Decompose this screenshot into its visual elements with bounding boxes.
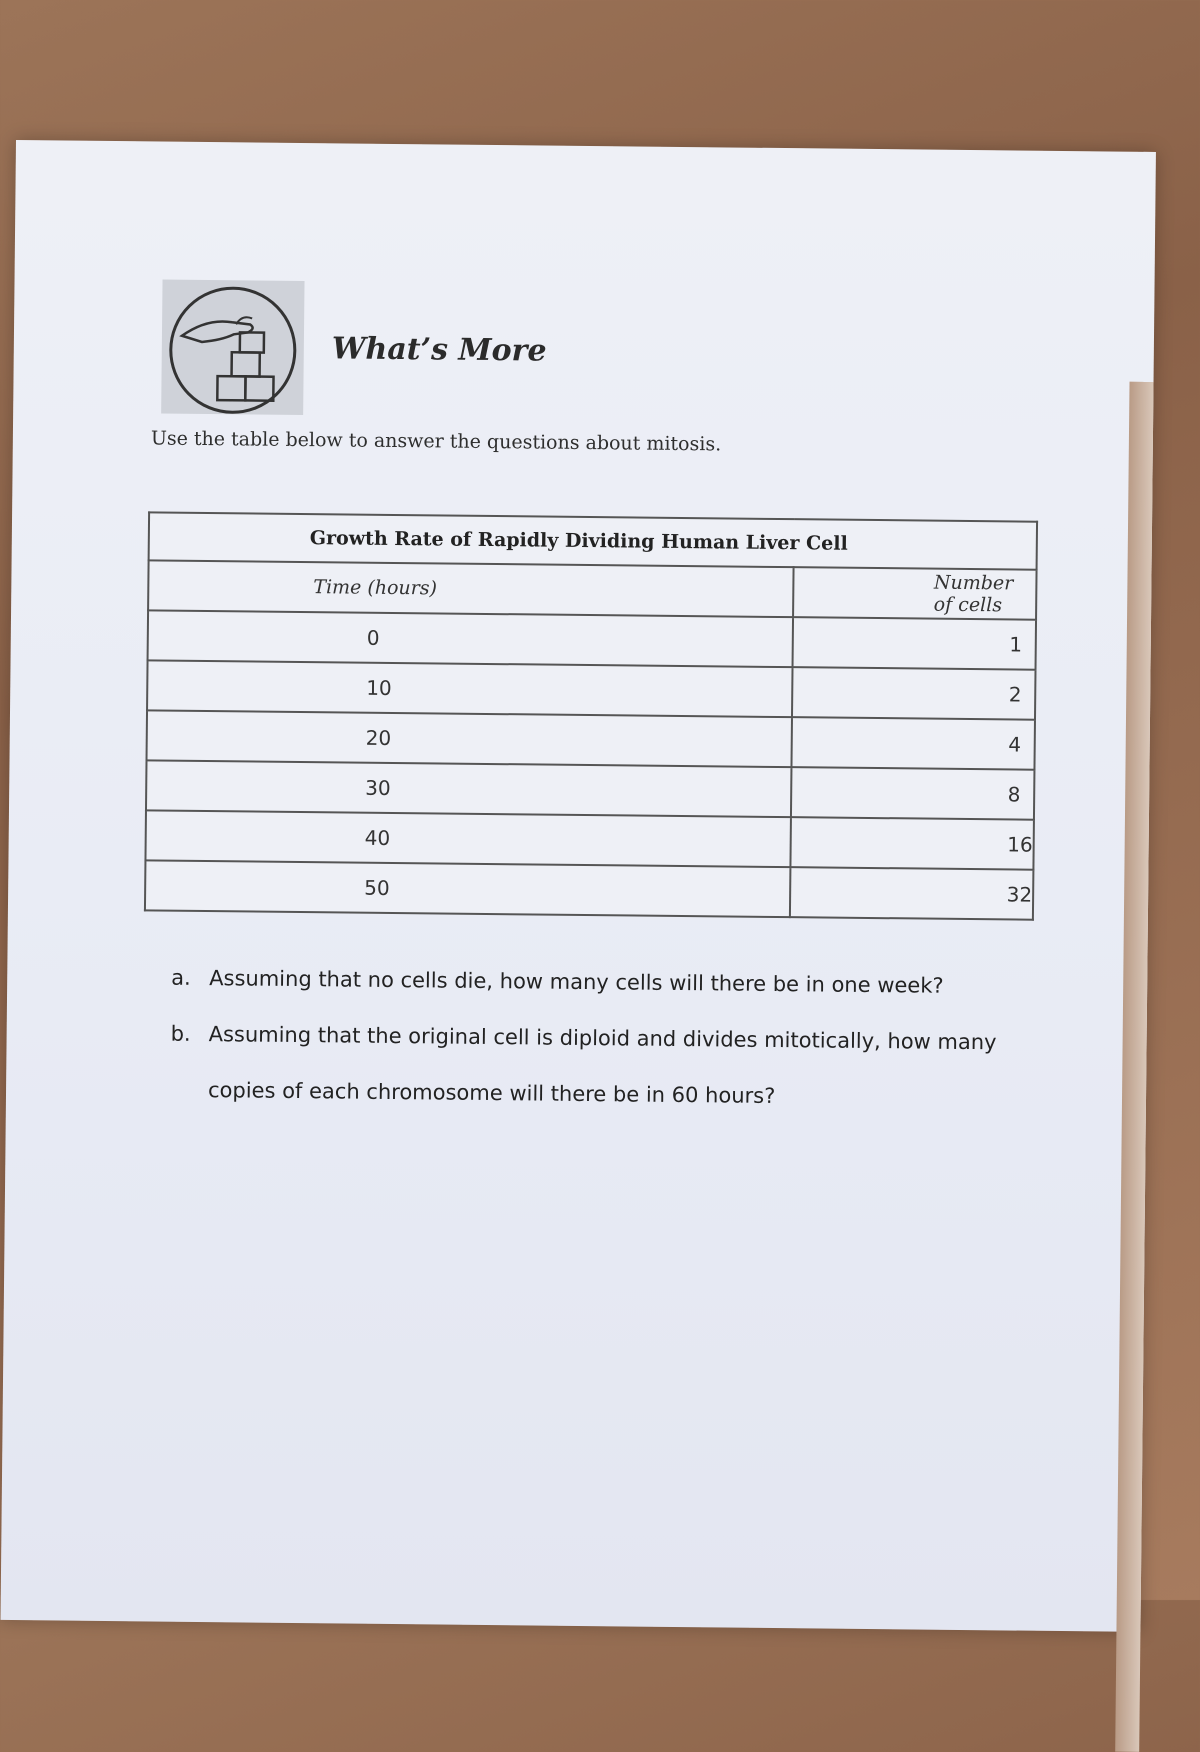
cells-count-cell: 32 <box>789 867 1033 920</box>
header-number-of-cells: Number of cells <box>793 567 1037 620</box>
cells-count-cell: 1 <box>792 617 1036 670</box>
table-title: Growth Rate of Rapidly Dividing Human Liver Cell <box>149 512 1037 569</box>
time-cell: 10 <box>147 660 792 717</box>
time-cell: 0 <box>148 610 793 667</box>
section-title: What’s More <box>331 331 547 369</box>
question-b-continuation: copies of each chromosome will there be in 60 hours? <box>207 1078 776 1109</box>
instruction-text: Use the table below to answer the questions about mitosis. <box>150 427 722 456</box>
table-row <box>145 860 1033 919</box>
time-cell: 50 <box>145 860 790 917</box>
growth-rate-table <box>144 511 1038 920</box>
cells-count-cell: 16 <box>790 817 1034 870</box>
question-text: Assuming that the original cell is diploid and divides mitotically, how many <box>208 1022 997 1055</box>
question-a <box>171 962 1101 1004</box>
question-text: Assuming that no cells die, how many cells will there be in one week? <box>209 966 944 998</box>
question-letter: b. <box>170 1021 191 1046</box>
question-letter: a. <box>171 965 191 990</box>
time-cell: 20 <box>147 710 792 767</box>
question-b <box>170 1018 1100 1060</box>
header-time: Time (hours) <box>148 560 793 617</box>
worksheet-page <box>1 140 1156 1632</box>
hand-stacking-blocks-icon <box>161 280 304 415</box>
hand-stacking-blocks-icon-graphic <box>161 280 304 415</box>
table-row <box>147 660 1035 719</box>
table-row <box>148 610 1036 669</box>
cells-count-cell: 2 <box>792 667 1036 720</box>
time-cell: 30 <box>146 760 791 817</box>
questions-list <box>170 962 1102 1140</box>
cells-count-cell: 4 <box>791 717 1035 770</box>
page-edge <box>1115 382 1153 1752</box>
cells-count-cell: 8 <box>790 767 1034 820</box>
time-cell: 40 <box>145 810 790 867</box>
